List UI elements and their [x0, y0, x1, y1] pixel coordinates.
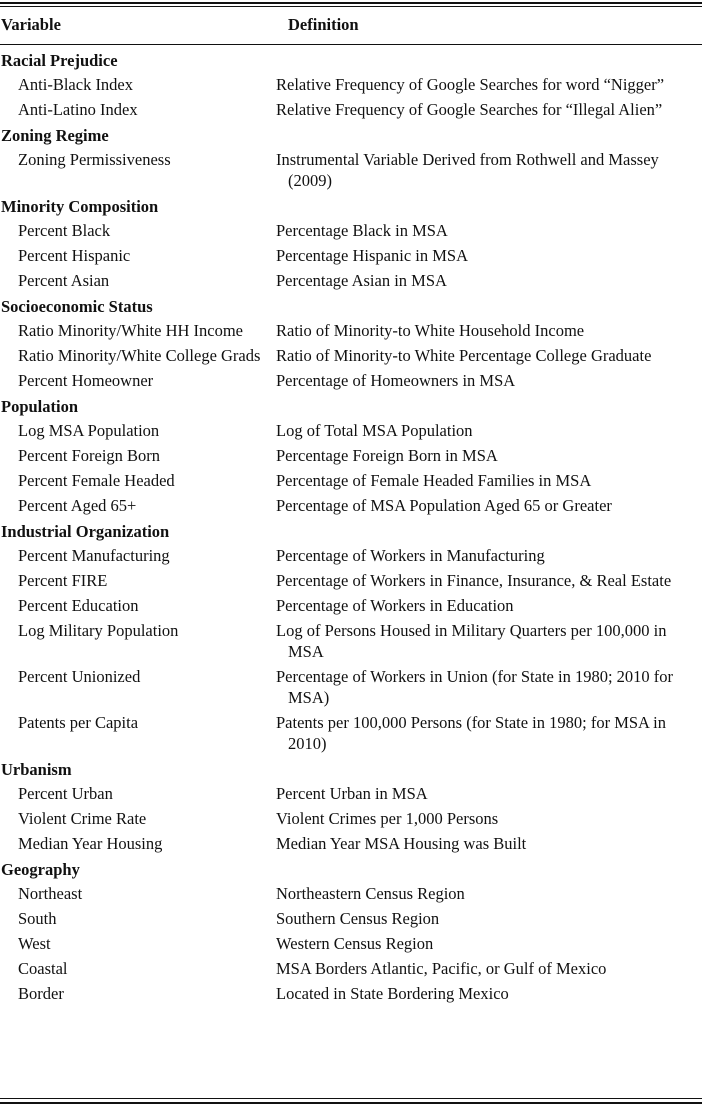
definition-cell: Percentage of Workers in Finance, Insurance, & Real Estate: [276, 571, 672, 590]
table-row: [0, 981, 702, 1006]
variable-cell: Anti-Latino Index: [18, 100, 138, 119]
definition-cell: Percent Urban in MSA: [276, 784, 428, 803]
definition-cell: Ratio of Minority-to White Percentage College Graduate: [276, 346, 652, 365]
table-row: [0, 343, 702, 368]
table-row: [0, 931, 702, 956]
table-row: [0, 806, 702, 831]
table-row: [0, 881, 702, 906]
section-title: Socioeconomic Status: [1, 297, 153, 316]
definition-cell: Northeastern Census Region: [276, 884, 465, 903]
variable-cell: Zoning Permissiveness: [18, 150, 171, 169]
section-header-row: [0, 393, 702, 418]
variable-cell: Ratio Minority/White HH Income: [18, 321, 243, 340]
variable-cell: South: [18, 909, 57, 928]
definition-cell: Percentage of Female Headed Families in MSA: [276, 471, 592, 490]
table-row: [0, 781, 702, 806]
table-row: [0, 147, 702, 193]
table-row: [0, 268, 702, 293]
definition-cell: Percentage Hispanic in MSA: [276, 246, 468, 265]
definition-cell: Log of Persons Housed in Military Quarters per 100,000 in MSA: [276, 621, 667, 661]
table-body: [0, 47, 702, 1006]
section-header-row: [0, 293, 702, 318]
section-title: Minority Composition: [1, 197, 159, 216]
definition-cell: Percentage Foreign Born in MSA: [276, 446, 498, 465]
variable-cell: Percent Black: [18, 221, 111, 240]
definition-cell: Located in State Bordering Mexico: [276, 984, 509, 1003]
definition-cell: Percentage of Workers in Education: [276, 596, 514, 615]
variable-cell: Log MSA Population: [18, 421, 160, 440]
variable-cell: Coastal: [18, 959, 68, 978]
table-row: [0, 493, 702, 518]
bottom-rule-outer: [0, 1102, 702, 1104]
table-row: [0, 568, 702, 593]
header-rule: [0, 44, 702, 45]
variable-cell: Percent Hispanic: [18, 246, 131, 265]
section-title: Industrial Organization: [1, 522, 170, 541]
definition-cell: Percentage of Workers in Union (for State in 1980; 2010 for MSA): [276, 667, 674, 707]
variable-cell: Border: [18, 984, 64, 1003]
variable-cell: Percent Aged 65+: [18, 496, 137, 515]
table-row: [0, 97, 702, 122]
section-header-row: [0, 122, 702, 147]
variable-cell: Percent Unionized: [18, 667, 141, 686]
top-rule-outer: [0, 2, 702, 4]
table-row: [0, 218, 702, 243]
definition-cell: Log of Total MSA Population: [276, 421, 473, 440]
section-header-row: [0, 756, 702, 781]
definition-cell: Instrumental Variable Derived from Rothwell and Massey (2009): [276, 150, 659, 190]
table-row: [0, 593, 702, 618]
variable-cell: West: [18, 934, 51, 953]
table-row: [0, 831, 702, 856]
variable-cell: Patents per Capita: [18, 713, 139, 732]
table-row: [0, 418, 702, 443]
bottom-rule-inner: [0, 1098, 702, 1099]
table-row: [0, 906, 702, 931]
variable-cell: Ratio Minority/White College Grads: [18, 346, 261, 365]
variable-column-header: Variable: [1, 15, 61, 34]
definition-cell: MSA Borders Atlantic, Pacific, or Gulf of Mexico: [276, 959, 607, 978]
variable-cell: Median Year Housing: [18, 834, 163, 853]
definition-cell: Percentage of Workers in Manufacturing: [276, 546, 545, 565]
variable-cell: Percent Female Headed: [18, 471, 175, 490]
variable-cell: Percent Manufacturing: [18, 546, 170, 565]
variable-cell: Percent Urban: [18, 784, 113, 803]
definition-cell: Southern Census Region: [276, 909, 440, 928]
definition-cell: Percentage Asian in MSA: [276, 271, 447, 290]
table-row: [0, 243, 702, 268]
top-rule-inner: [0, 6, 702, 7]
table-row: [0, 318, 702, 343]
definition-cell: Median Year MSA Housing was Built: [276, 834, 527, 853]
definition-cell: Ratio of Minority-to White Household Income: [276, 321, 585, 340]
variable-cell: Percent Education: [18, 596, 139, 615]
section-header-row: [0, 47, 702, 72]
table-row: [0, 618, 702, 664]
definition-cell: Percentage Black in MSA: [276, 221, 448, 240]
table-row: [0, 72, 702, 97]
section-header-row: [0, 193, 702, 218]
section-title: Zoning Regime: [1, 126, 109, 145]
section-header-row: [0, 518, 702, 543]
table-header: [0, 9, 702, 39]
table-row: [0, 368, 702, 393]
variable-cell: Percent FIRE: [18, 571, 108, 590]
table-row: [0, 543, 702, 568]
table-row: [0, 443, 702, 468]
variable-cell: Violent Crime Rate: [18, 809, 147, 828]
section-header-row: [0, 856, 702, 881]
definition-cell: Western Census Region: [276, 934, 434, 953]
table-row: [0, 468, 702, 493]
definitions-table-body: [0, 47, 702, 1006]
variable-cell: Northeast: [18, 884, 83, 903]
definition-cell: Percentage of MSA Population Aged 65 or Greater: [276, 496, 612, 515]
table-row: [0, 710, 702, 756]
variable-cell: Percent Foreign Born: [18, 446, 161, 465]
definition-cell: Relative Frequency of Google Searches for “Illegal Alien”: [276, 100, 663, 119]
variable-cell: Anti-Black Index: [18, 75, 134, 94]
variable-cell: Percent Homeowner: [18, 371, 154, 390]
section-title: Urbanism: [1, 760, 72, 779]
definition-cell: Relative Frequency of Google Searches for word “Nigger”: [276, 75, 665, 94]
definition-cell: Violent Crimes per 1,000 Persons: [276, 809, 499, 828]
definition-cell: Percentage of Homeowners in MSA: [276, 371, 516, 390]
table-row: [0, 664, 702, 710]
variable-cell: Log Military Population: [18, 621, 179, 640]
section-title: Population: [1, 397, 79, 416]
definition-column-header: Definition: [288, 15, 359, 34]
table-row: [0, 956, 702, 981]
section-title: Geography: [1, 860, 80, 879]
section-title: Racial Prejudice: [1, 51, 118, 70]
variable-cell: Percent Asian: [18, 271, 110, 290]
definition-cell: Patents per 100,000 Persons (for State in 1980; for MSA in 2010): [276, 713, 667, 753]
